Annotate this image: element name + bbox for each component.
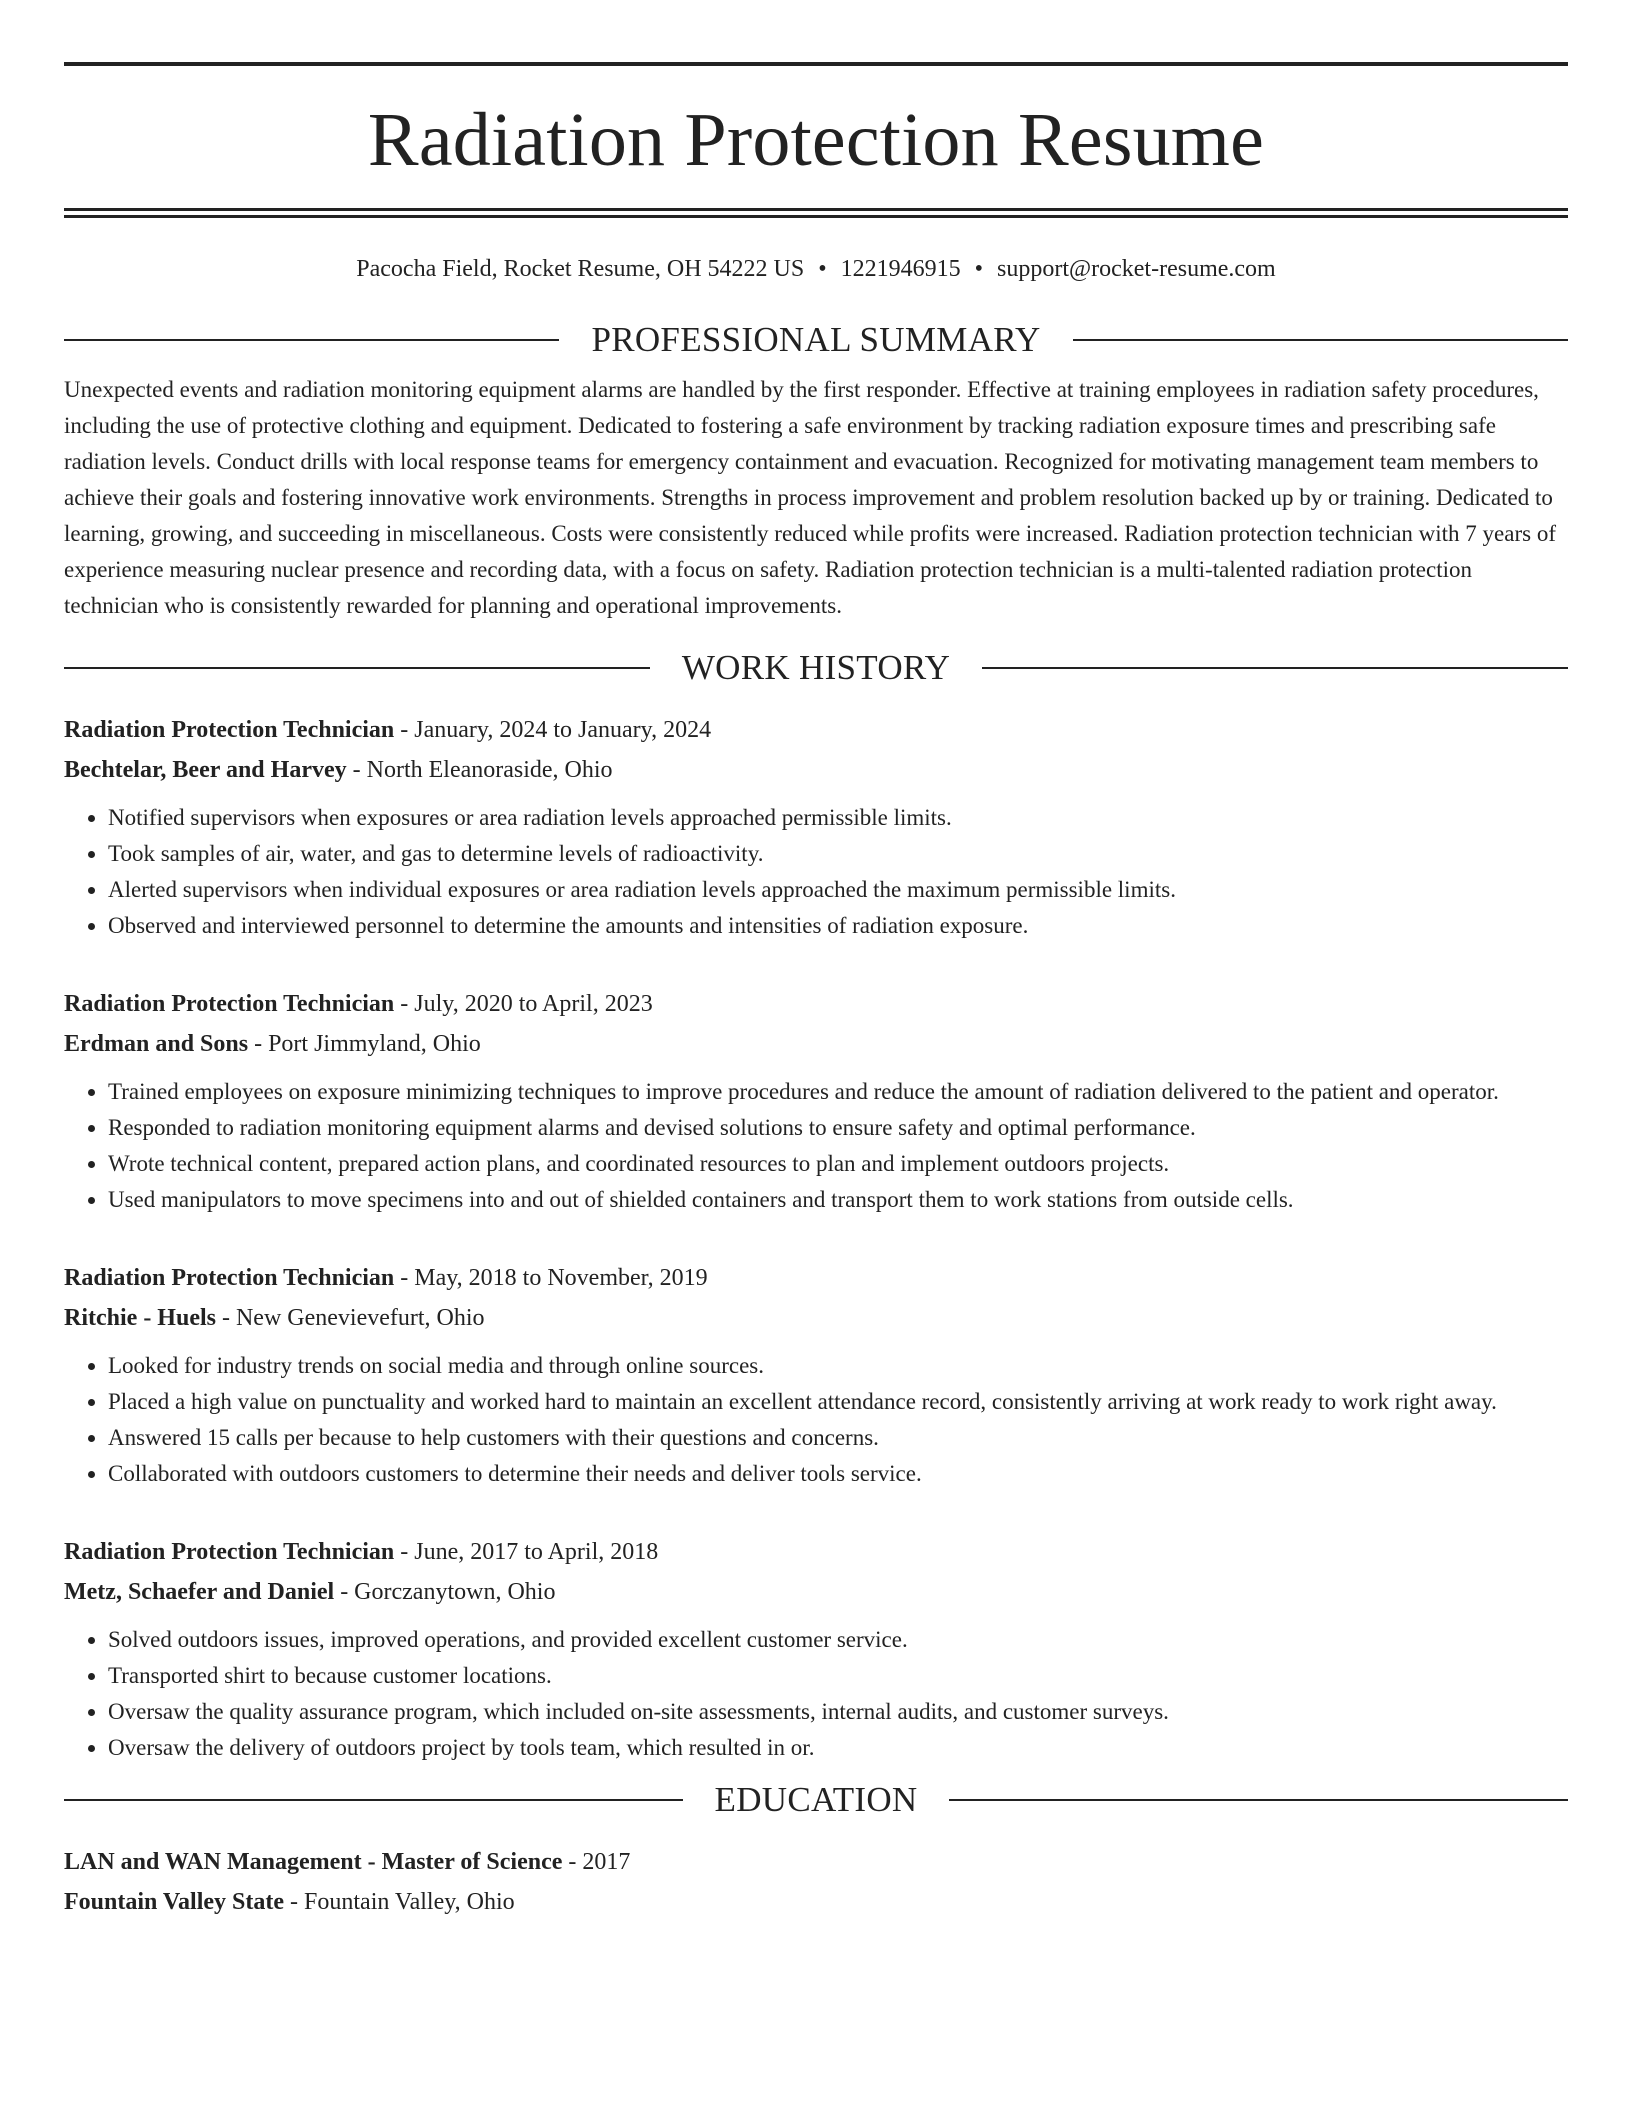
job-location: - Port Jimmyland, Ohio bbox=[248, 1031, 481, 1057]
job-entry bbox=[64, 710, 1568, 944]
job-entry bbox=[64, 1532, 1568, 1766]
job-bullet: • Took samples of air, water, and gas to determine levels of radioactivity. bbox=[108, 836, 1568, 872]
job-bullet: • Responded to radiation monitoring equipment alarms and devised solutions to ensure safety and optimal performance. bbox=[108, 1110, 1568, 1146]
job-title: Radiation Protection Technician bbox=[64, 1265, 395, 1291]
title-double-rule bbox=[64, 208, 1568, 218]
heading-rule-right bbox=[982, 667, 1568, 669]
education-heading bbox=[64, 1780, 1568, 1820]
summary-heading-label: PROFESSIONAL SUMMARY bbox=[591, 320, 1041, 359]
heading-rule-right bbox=[1073, 339, 1568, 341]
heading-rule-left bbox=[64, 1799, 683, 1801]
job-dates: - May, 2018 to November, 2019 bbox=[394, 1265, 708, 1291]
work-history-heading bbox=[64, 648, 1568, 688]
top-rule bbox=[64, 62, 1568, 66]
job-bullet: • Solved outdoors issues, improved operations, and provided excellent customer service. bbox=[108, 1622, 1568, 1658]
job-dates: - June, 2017 to April, 2018 bbox=[394, 1539, 659, 1565]
contact-line bbox=[64, 254, 1568, 284]
education-location: - Fountain Valley, Ohio bbox=[284, 1889, 515, 1915]
job-entry bbox=[64, 1258, 1568, 1492]
job-company-row bbox=[64, 1572, 1568, 1612]
job-bullet: • Collaborated with outdoors customers to determine their needs and deliver tools service. bbox=[108, 1456, 1568, 1492]
summary-heading bbox=[64, 320, 1568, 360]
contact-separator: • bbox=[974, 256, 984, 282]
job-company: Ritchie - Huels bbox=[64, 1305, 216, 1331]
job-title: Radiation Protection Technician bbox=[64, 1539, 395, 1565]
job-bullet: • Oversaw the quality assurance program, which included on-site assessments, internal audits, and customer surveys. bbox=[108, 1694, 1568, 1730]
summary-text: Unexpected events and radiation monitoring equipment alarms are handled by the first responder. Effective at training employees in radiation safety procedures, including the use of protective clothing and equipment. Dedicated to fostering a safe environment by tracking radiation exposure times and prescribing safe radiation levels. Conduct drills with local response teams for emergency containment and evacuation. Recognized for motivating management team members to achieve their goals and fostering innovative work environments. Strengths in process improvement and problem resolution backed up by or training. Dedicated to learning, growing, and succeeding in miscellaneous. Costs were consistently reduced while profits were increased. Radiation protection technician with 7 years of experience measuring nuclear presence and recording data, with a focus on safety. Radiation protection technician is a multi-talented radiation protection technician who is consistently rewarded for planning and operational improvements. bbox=[64, 377, 1556, 618]
education-year: - 2017 bbox=[562, 1849, 631, 1875]
work-history-heading-label: WORK HISTORY bbox=[681, 648, 951, 687]
job-bullet: • Used manipulators to move specimens into and out of shielded containers and transport them to work stations from outside cells. bbox=[108, 1182, 1568, 1218]
work-history-section bbox=[64, 648, 1568, 1766]
job-company-row bbox=[64, 750, 1568, 790]
job-bullet: • Alerted supervisors when individual exposures or area radiation levels approached the maximum permissible limits. bbox=[108, 872, 1568, 908]
job-bullet: • Trained employees on exposure minimizing techniques to improve procedures and reduce the amount of radiation delivered to the patient and operator. bbox=[108, 1074, 1568, 1110]
job-company: Erdman and Sons bbox=[64, 1031, 249, 1057]
education-entry bbox=[64, 1842, 1568, 1922]
job-company-row bbox=[64, 1298, 1568, 1338]
job-bullet: • Observed and interviewed personnel to determine the amounts and intensities of radiation exposure. bbox=[108, 908, 1568, 944]
job-bullets bbox=[64, 1074, 1568, 1218]
job-company-row bbox=[64, 1024, 1568, 1064]
job-location: - Gorczanytown, Ohio bbox=[334, 1579, 556, 1605]
education-school-row bbox=[64, 1882, 1568, 1922]
job-bullet: • Looked for industry trends on social media and through online sources. bbox=[108, 1348, 1568, 1384]
job-bullet: • Placed a high value on punctuality and worked hard to maintain an excellent attendance record, consistently arriving at work ready to work right away. bbox=[108, 1384, 1568, 1420]
job-company: Metz, Schaefer and Daniel bbox=[64, 1579, 335, 1605]
job-title-row bbox=[64, 1258, 1568, 1298]
job-title: Radiation Protection Technician bbox=[64, 991, 395, 1017]
job-bullets bbox=[64, 1622, 1568, 1766]
job-title: Radiation Protection Technician bbox=[64, 717, 395, 743]
job-entry bbox=[64, 984, 1568, 1218]
heading-rule-left bbox=[64, 339, 559, 341]
heading-rule-right bbox=[949, 1799, 1568, 1801]
contact-email: support@rocket-resume.com bbox=[997, 256, 1276, 282]
contact-address: Pacocha Field, Rocket Resume, OH 54222 US bbox=[356, 256, 805, 282]
job-bullet: • Notified supervisors when exposures or area radiation levels approached permissible limits. bbox=[108, 800, 1568, 836]
job-title-row bbox=[64, 710, 1568, 750]
contact-phone: 1221946915 bbox=[840, 256, 961, 282]
education-school: Fountain Valley State bbox=[64, 1889, 285, 1915]
job-dates: - January, 2024 to January, 2024 bbox=[394, 717, 712, 743]
job-location: - New Genevievefurt, Ohio bbox=[215, 1305, 485, 1331]
job-bullet: • Transported shirt to because customer locations. bbox=[108, 1658, 1568, 1694]
job-bullet: • Oversaw the delivery of outdoors project by tools team, which resulted in or. bbox=[108, 1730, 1568, 1766]
job-bullets bbox=[64, 800, 1568, 944]
job-company: Bechtelar, Beer and Harvey bbox=[64, 757, 347, 783]
job-bullet: • Answered 15 calls per because to help customers with their questions and concerns. bbox=[108, 1420, 1568, 1456]
job-title-row bbox=[64, 1532, 1568, 1572]
contact-separator: • bbox=[818, 256, 827, 282]
job-location: - North Eleanoraside, Ohio bbox=[346, 757, 613, 783]
heading-rule-left bbox=[64, 667, 650, 669]
job-bullets bbox=[64, 1348, 1568, 1492]
job-bullet: • Wrote technical content, prepared action plans, and coordinated resources to plan and implement outdoors projects. bbox=[108, 1146, 1568, 1182]
job-dates: - July, 2020 to April, 2023 bbox=[394, 991, 653, 1017]
education-heading-label: EDUCATION bbox=[714, 1780, 918, 1819]
page-title: Radiation Protection Resume bbox=[367, 98, 1265, 182]
education-section bbox=[64, 1780, 1568, 1922]
education-degree: LAN and WAN Management - Master of Science bbox=[64, 1849, 563, 1875]
education-degree-row bbox=[64, 1842, 1568, 1882]
job-title-row bbox=[64, 984, 1568, 1024]
